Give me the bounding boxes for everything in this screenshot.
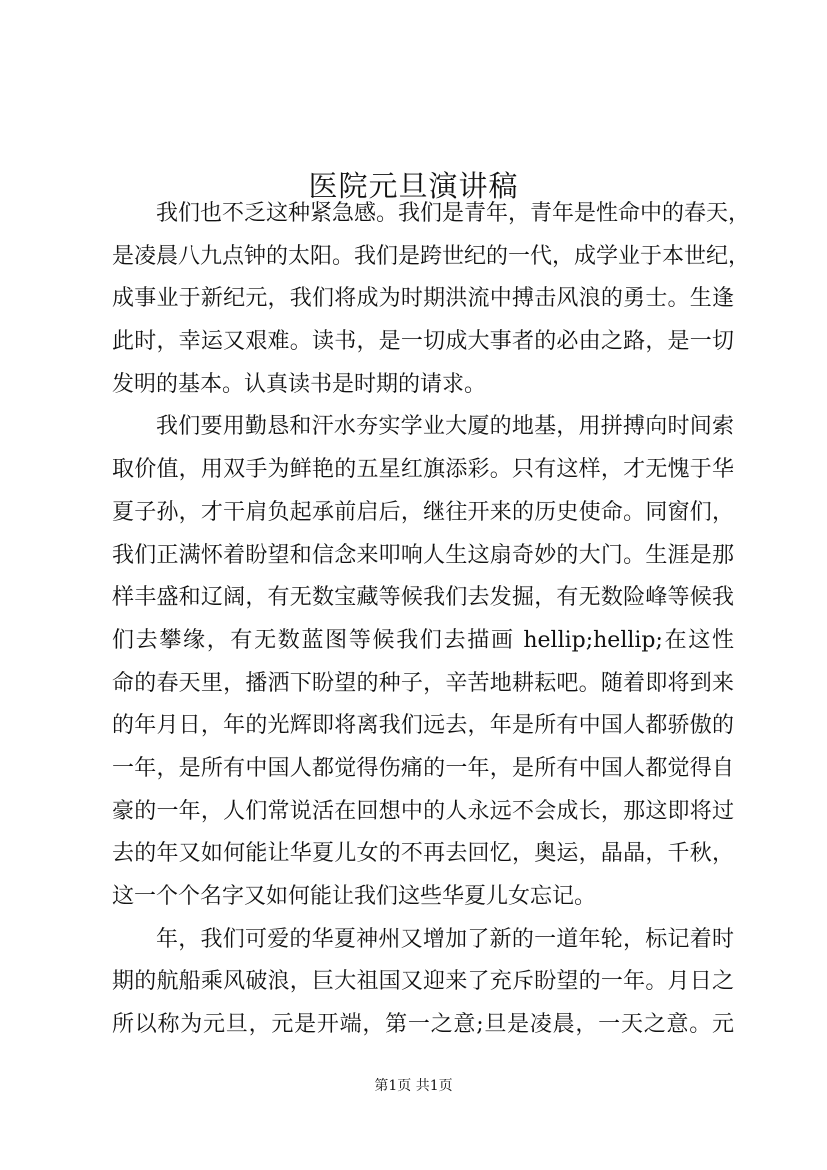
- paragraph-line: 年，我们可爱的华夏神州又增加了新的一道年轮，标记着时: [156, 926, 734, 952]
- paragraph-line: 此时，幸运又艰难。读书，是一切成大事者的必由之路，是一切: [112, 329, 734, 355]
- paragraph-line: 的年月日，年的光辉即将离我们远去，年是所有中国人都骄傲的: [112, 713, 734, 739]
- paragraph-line: 一年，是所有中国人都觉得伤痛的一年，是所有中国人都觉得自: [112, 755, 734, 781]
- page-title: 医院元旦演讲稿: [308, 169, 519, 204]
- paragraph-line: 所以称为元旦，元是开端，第一之意;旦是凌晨，一天之意。元: [112, 1012, 734, 1038]
- paragraph-line: 发明的基本。认真读书是时期的请求。: [112, 371, 487, 397]
- paragraph-line: 们去攀缘，有无数蓝图等候我们去描画 hellip;hellip;在这性: [112, 627, 734, 653]
- paragraph-line: 我们正满怀着盼望和信念来叩响人生这扇奇妙的大门。生涯是那: [112, 542, 734, 568]
- paragraph-line: 我们也不乏这种紧急感。我们是青年，青年是性命中的春天，: [156, 201, 751, 226]
- page-footer: 第1页 共1页: [374, 1078, 453, 1094]
- paragraph-line: 去的年又如何能让华夏儿女的不再去回忆，奥运，晶晶，千秋，: [112, 841, 734, 867]
- paragraph-line: 我们要用勤恳和汗水夯实学业大厦的地基，用拼搏向时间索: [156, 414, 734, 440]
- paragraph-line: 豪的一年，人们常说活在回想中的人永远不会成长，那这即将过: [112, 798, 734, 824]
- paragraph-line: 期的航船乘风破浪，巨大祖国又迎来了充斥盼望的一年。月日之: [112, 969, 734, 995]
- paragraph-line: 是凌晨八九点钟的太阳。我们是跨世纪的一代，成学业于本世纪，: [112, 243, 751, 269]
- document-body: [112, 193, 751, 1047]
- paragraph-line: 夏子孙，才干肩负起承前启后，继往开来的历史使命。同窗们，: [112, 499, 734, 525]
- paragraph-line: 成事业于新纪元，我们将成为时期洪流中搏击风浪的勇士。生逢: [112, 286, 734, 312]
- paragraph-line: 这一个个名字又如何能让我们这些华夏儿女忘记。: [112, 884, 597, 909]
- paragraph-line: 命的春天里，播洒下盼望的种子，辛苦地耕耘吧。随着即将到来: [112, 670, 734, 696]
- paragraph-line: 样丰盛和辽阔，有无数宝藏等候我们去发掘，有无数险峰等候我: [112, 585, 734, 611]
- paragraph-line: 取价值，用双手为鲜艳的五星红旗添彩。只有这样，才无愧于华: [112, 457, 734, 483]
